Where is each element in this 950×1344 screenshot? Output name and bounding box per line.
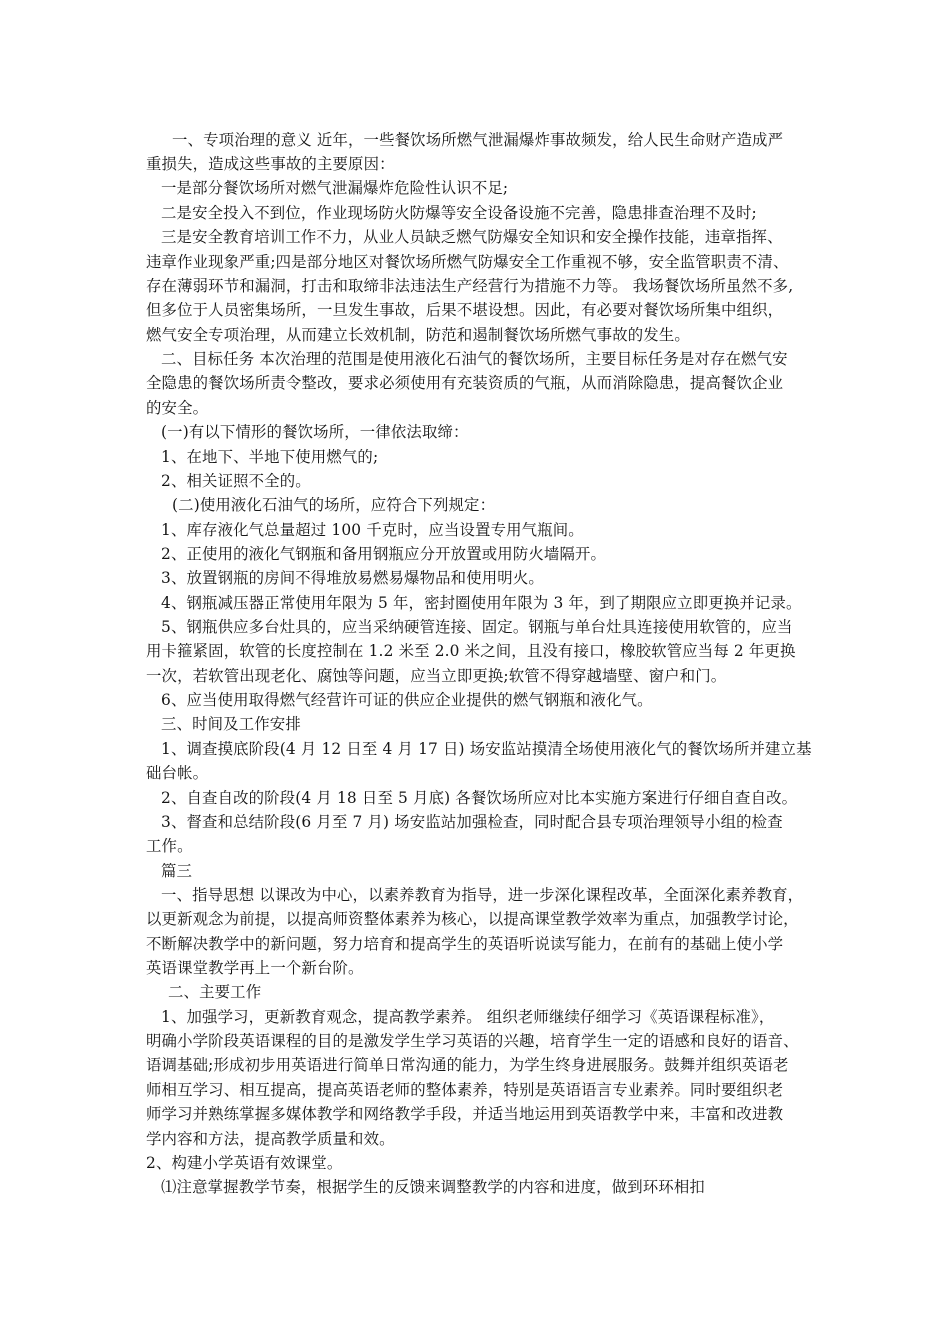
text-line: 存在薄弱环节和漏洞，打击和取缔非法违法生产经营行为措施不力等。 我场餐饮场所虽然不多, [146, 277, 794, 295]
text-line: 2、相关证照不全的。 [161, 472, 311, 490]
text-line: 6、应当使用取得燃气经营许可证的供应企业提供的燃气钢瓶和液化气。 [161, 691, 653, 709]
text-line: 英语课堂教学再上一个新台阶。 [146, 959, 364, 977]
text-line: 学内容和方法，提高教学质量和效。 [146, 1130, 395, 1148]
text-line: 础台帐。 [146, 764, 209, 782]
text-line: 1、库存液化气总量超过 100 千克时，应当设置专用气瓶间。 [161, 521, 584, 539]
text-line: 1、加强学习，更新教育观念，提高教学素养。 组织老师继续仔细学习《英语课程标准》， [161, 1008, 775, 1026]
text-line: 3、放置钢瓶的房间不得堆放易燃易爆物品和使用明火。 [161, 569, 544, 587]
text-line: 师学习并熟练掌握多媒体教学和网络教学手段，并适当地运用到英语教学中来，丰富和改进教 [146, 1105, 784, 1123]
text-line: 二是安全投入不到位，作业现场防火防爆等安全设备设施不完善，隐患排查治理不及时; [161, 204, 757, 222]
section-heading: 篇三 [161, 862, 193, 880]
text-line: 一、指导思想 以课改为中心，以素养教育为指导，进一步深化课程改革，全面深化素养教育， [161, 886, 804, 904]
text-line: 不断解决教学中的新问题，努力培育和提高学生的英语听说读写能力，在前有的基础上使小学 [146, 935, 784, 953]
text-line: 的安全。 [146, 399, 209, 417]
text-line: 明确小学阶段英语课程的目的是激发学生学习英语的兴趣，培育学生一定的语感和良好的语音、 [146, 1032, 799, 1050]
text-line: 3、督查和总结阶段(6 月至 7 月) 场安监站加强检查，同时配合县专项治理领导小组的检查 [161, 813, 783, 831]
text-line: 2、正使用的液化气钢瓶和备用钢瓶应分开放置或用防火墙隔开。 [161, 545, 607, 563]
text-line: 三是安全教育培训工作不力，从业人员缺乏燃气防爆安全知识和安全操作技能，违章指挥、 [161, 228, 783, 246]
text-line: 工作。 [146, 837, 193, 855]
text-line: 三、时间及工作安排 [161, 715, 301, 733]
text-line: 以更新观念为前提，以提高师资整体素养为核心，以提高课堂教学效率为重点，加强教学讨论， [146, 910, 799, 928]
text-line: 1、在地下、半地下使用燃气的; [161, 448, 379, 466]
text-line: 一、专项治理的意义 近年，一些餐饮场所燃气泄漏爆炸事故频发，给人民生命财产造成严 [172, 131, 784, 149]
text-line: 违章作业现象严重;四是部分地区对餐饮场所燃气防爆安全工作重视不够，安全监管职责不清、 [146, 253, 789, 271]
text-line: 2、自查自改的阶段(4 月 18 日至 5 月底) 各餐饮场所应对比本实施方案进行仔细自查自改。 [161, 789, 798, 807]
text-line: (一)有以下情形的餐饮场所，一律依法取缔： [161, 423, 469, 441]
text-line: 二、主要工作 [168, 983, 262, 1001]
text-line: 一是部分餐饮场所对燃气泄漏爆炸危险性认识不足; [161, 179, 509, 197]
text-line: 师相互学习、相互提高，提高英语老师的整体素养，特别是英语语言专业素养。同时要组织老 [146, 1081, 784, 1099]
text-line: 2、构建小学英语有效课堂。 [146, 1154, 343, 1172]
text-line: (二)使用液化石油气的场所，应符合下列规定： [172, 496, 496, 514]
text-line: 二、目标任务 本次治理的范围是使用液化石油气的餐饮场所，主要目标任务是对存在燃气安 [161, 350, 788, 368]
text-line: ⑴注意掌握教学节奏，根据学生的反馈来调整教学的内容和进度，做到环环相扣 [161, 1178, 705, 1196]
text-line: 语调基础;形成初步用英语进行简单日常沟通的能力，为学生终身进展服务。鼓舞并组织英语老 [146, 1056, 789, 1074]
text-line: 4、钢瓶减压器正常使用年限为 5 年，密封圈使用年限为 3 年，到了期限应立即更换并记录。 [161, 594, 802, 612]
text-line: 重损失，造成这些事故的主要原因： [146, 155, 395, 173]
text-line: 但多位于人员密集场所，一旦发生事故，后果不堪设想。因此，有必要对餐饮场所集中组织， [146, 301, 784, 319]
text-line: 1、调查摸底阶段(4 月 12 日至 4 月 17 日) 场安监站摸清全场使用液化气的餐饮场所并建立基 [161, 740, 812, 758]
text-line: 全隐患的餐饮场所责令整改，要求必须使用有充装资质的气瓶，从而消除隐患，提高餐饮企业 [146, 374, 784, 392]
text-line: 一次，若软管出现老化、腐蚀等问题，应当立即更换;软管不得穿越墙壁、窗户和门。 [146, 667, 727, 685]
text-line: 用卡箍紧固，软管的长度控制在 1.2 米至 2.0 米之间，且没有接口，橡胶软管应当每 2 年更换 [146, 642, 796, 660]
text-line: 5、钢瓶供应多台灶具的，应当采纳硬管连接、固定。钢瓶与单台灶具连接使用软管的，应当 [161, 618, 793, 636]
text-line: 燃气安全专项治理，从而建立长效机制，防范和遏制餐饮场所燃气事故的发生。 [146, 326, 690, 344]
